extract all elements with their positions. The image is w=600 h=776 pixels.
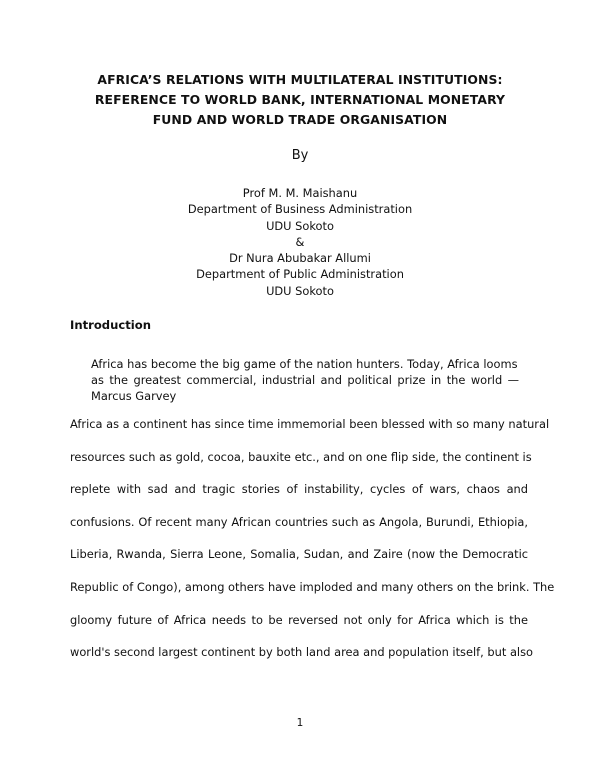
by-line: By: [291, 148, 309, 163]
author-institution: UDU Sokoto: [266, 218, 334, 233]
paper-title: [60, 70, 540, 130]
quote-attribution: Marcus Garvey: [91, 389, 177, 403]
author-name: Dr Nura Abubakar Allumi: [229, 251, 371, 266]
body-line: Liberia, Rwanda, Sierra Leone, Somalia, Sudan, and Zaire (now the Democratic: [70, 547, 528, 562]
section-heading: Introduction: [70, 318, 151, 332]
body-line: confusions. Of recent many African countries such as Angola, Burundi, Ethiopia,: [70, 514, 528, 529]
title-line: AFRICA’S RELATIONS WITH MULTILATERAL INSTITUTIONS:: [97, 72, 503, 87]
body-line: world's second largest continent by both land area and population itself, but also: [70, 645, 533, 660]
body-line: resources such as gold, cocoa, bauxite etc., and on one flip side, the continent is: [70, 449, 532, 464]
author-institution: UDU Sokoto: [266, 283, 334, 298]
page-number: 1: [296, 717, 304, 729]
quote-line: as the greatest commercial, industrial and political prize in the world —: [91, 373, 519, 387]
title-line: REFERENCE TO WORLD BANK, INTERNATIONAL MONETARY: [94, 92, 506, 107]
body-line: Africa as a continent has since time immemorial been blessed with so many natural: [70, 417, 550, 431]
quote-line: Africa has become the big game of the nation hunters. Today, Africa looms: [91, 357, 518, 371]
author-name: Prof M. M. Maishanu: [242, 186, 358, 200]
body-line: gloomy future of Africa needs to be reversed not only for Africa which is the: [70, 612, 528, 627]
body-line: Republic of Congo), among others have imploded and many others on the brink. The: [70, 579, 555, 594]
author-department: Department of Public Administration: [196, 267, 404, 282]
author-block: [100, 185, 500, 299]
author-separator: &: [295, 234, 305, 249]
epigraph-quote: [91, 356, 519, 404]
title-line: FUND AND WORLD TRADE ORGANISATION: [152, 112, 448, 127]
body-line: replete with sad and tragic stories of instability, cycles of wars, chaos and: [70, 482, 528, 497]
author-department: Department of Business Administration: [187, 202, 413, 217]
body-paragraph: [70, 414, 555, 675]
